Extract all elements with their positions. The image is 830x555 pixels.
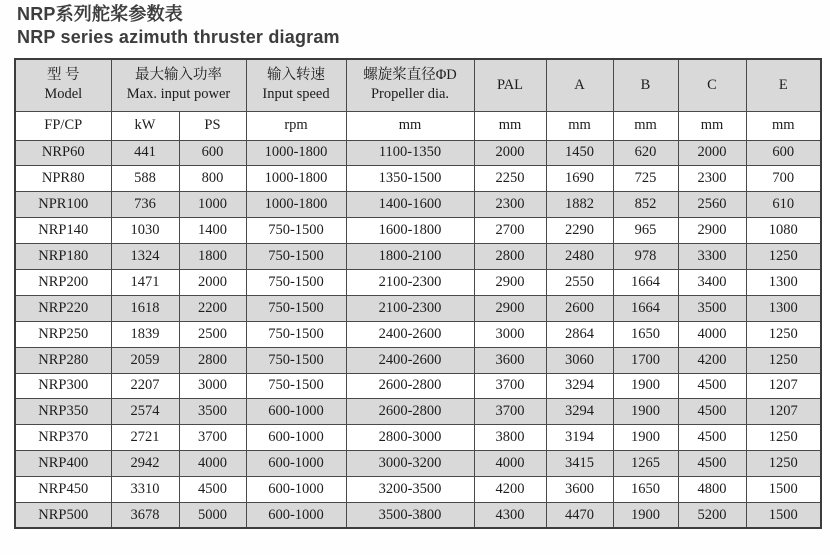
kw-cell: 1618 (111, 295, 179, 321)
a-cell: 2290 (546, 218, 613, 244)
header-row (15, 59, 821, 111)
rpm-cell: 600-1000 (246, 477, 346, 503)
a-cell: 2480 (546, 244, 613, 270)
kw-cell: 3310 (111, 477, 179, 503)
table-row (15, 269, 821, 295)
col-header-power-zh: 最大输入功率 (135, 67, 222, 84)
rpm-cell: 750-1500 (246, 269, 346, 295)
rpm-cell: 600-1000 (246, 425, 346, 451)
table-row (15, 166, 821, 192)
ps-cell: 3000 (179, 373, 246, 399)
e-cell: 1250 (746, 347, 821, 373)
a-cell: 1450 (546, 140, 613, 166)
pal-cell: 3800 (474, 425, 546, 451)
pal-cell: 2800 (474, 244, 546, 270)
rpm-cell: 600-1000 (246, 502, 346, 528)
c-cell: 4200 (678, 347, 746, 373)
model-cell: NRP180 (15, 244, 111, 270)
a-cell: 2864 (546, 321, 613, 347)
rpm-cell: 750-1500 (246, 218, 346, 244)
ps-cell: 4500 (179, 477, 246, 503)
model-cell: NRP500 (15, 502, 111, 528)
table-row (15, 425, 821, 451)
e-cell: 1500 (746, 477, 821, 503)
e-cell: 1300 (746, 269, 821, 295)
ps-cell: 1800 (179, 244, 246, 270)
rpm-cell: 750-1500 (246, 347, 346, 373)
page-titles (0, 0, 830, 49)
model-cell: NRP140 (15, 218, 111, 244)
model-cell: NRP370 (15, 425, 111, 451)
model-cell: NPR100 (15, 192, 111, 218)
model-cell: NRP250 (15, 321, 111, 347)
e-cell: 1300 (746, 295, 821, 321)
col-header-a: A (546, 59, 613, 111)
col-header-e: E (746, 59, 821, 111)
ps-cell: 1000 (179, 192, 246, 218)
table-body (15, 140, 821, 528)
pal-cell: 2900 (474, 269, 546, 295)
b-cell: 1265 (613, 451, 678, 477)
pal-cell: 2700 (474, 218, 546, 244)
b-cell: 1664 (613, 295, 678, 321)
rpm-cell: 1000-1800 (246, 192, 346, 218)
kw-cell: 2942 (111, 451, 179, 477)
table-row (15, 321, 821, 347)
e-cell: 610 (746, 192, 821, 218)
col-header-model (15, 59, 111, 111)
kw-cell: 1839 (111, 321, 179, 347)
unit-c-mm: mm (678, 111, 746, 140)
model-cell: NRP350 (15, 399, 111, 425)
col-header-propeller-dia (346, 59, 474, 111)
col-header-power-en: Max. input power (126, 86, 231, 103)
col-header-prop-en: Propeller dia. (370, 86, 450, 103)
pal-cell: 4300 (474, 502, 546, 528)
propeller-dia-cell: 2600-2800 (346, 399, 474, 425)
propeller-dia-cell: 1350-1500 (346, 166, 474, 192)
propeller-dia-cell: 1800-2100 (346, 244, 474, 270)
a-cell: 3294 (546, 399, 613, 425)
propeller-dia-cell: 1400-1600 (346, 192, 474, 218)
model-cell: NRP220 (15, 295, 111, 321)
table-row (15, 502, 821, 528)
unit-ps: PS (179, 111, 246, 140)
a-cell: 3600 (546, 477, 613, 503)
page-title-zh: NRP系列舵桨参数表 (17, 4, 184, 24)
e-cell: 1500 (746, 502, 821, 528)
a-cell: 3060 (546, 347, 613, 373)
propeller-dia-cell: 2400-2600 (346, 321, 474, 347)
e-cell: 1207 (746, 399, 821, 425)
pal-cell: 3700 (474, 399, 546, 425)
e-cell: 1080 (746, 218, 821, 244)
kw-cell: 2574 (111, 399, 179, 425)
pal-cell: 3600 (474, 347, 546, 373)
unit-model: FP/CP (15, 111, 111, 140)
b-cell: 1900 (613, 373, 678, 399)
kw-cell: 1471 (111, 269, 179, 295)
rpm-cell: 1000-1800 (246, 140, 346, 166)
propeller-dia-cell: 3000-3200 (346, 451, 474, 477)
col-header-speed-zh: 输入转速 (267, 67, 325, 84)
c-cell: 4500 (678, 373, 746, 399)
e-cell: 1250 (746, 244, 821, 270)
col-header-prop-zh: 螺旋桨直径ΦD (363, 67, 457, 84)
c-cell: 2900 (678, 218, 746, 244)
model-cell: NRP60 (15, 140, 111, 166)
table-row (15, 399, 821, 425)
b-cell: 1664 (613, 269, 678, 295)
model-cell: NRP280 (15, 347, 111, 373)
table-row (15, 451, 821, 477)
b-cell: 965 (613, 218, 678, 244)
ps-cell: 3700 (179, 425, 246, 451)
e-cell: 1250 (746, 321, 821, 347)
table-row (15, 218, 821, 244)
ps-cell: 2500 (179, 321, 246, 347)
unit-pal-mm: mm (474, 111, 546, 140)
kw-cell: 3678 (111, 502, 179, 528)
ps-cell: 3500 (179, 399, 246, 425)
propeller-dia-cell: 3500-3800 (346, 502, 474, 528)
model-cell: NRP200 (15, 269, 111, 295)
col-header-c: C (678, 59, 746, 111)
model-cell: NRP450 (15, 477, 111, 503)
col-header-speed-en: Input speed (262, 86, 330, 103)
a-cell: 3294 (546, 373, 613, 399)
table-row (15, 477, 821, 503)
kw-cell: 736 (111, 192, 179, 218)
b-cell: 620 (613, 140, 678, 166)
unit-a-mm: mm (546, 111, 613, 140)
c-cell: 4500 (678, 451, 746, 477)
model-cell: NRP400 (15, 451, 111, 477)
pal-cell: 2300 (474, 192, 546, 218)
c-cell: 4000 (678, 321, 746, 347)
e-cell: 1250 (746, 425, 821, 451)
ps-cell: 2200 (179, 295, 246, 321)
ps-cell: 4000 (179, 451, 246, 477)
model-cell: NRP300 (15, 373, 111, 399)
pal-cell: 3000 (474, 321, 546, 347)
b-cell: 1900 (613, 399, 678, 425)
pal-cell: 3700 (474, 373, 546, 399)
model-cell: NPR80 (15, 166, 111, 192)
pal-cell: 4000 (474, 451, 546, 477)
ps-cell: 1400 (179, 218, 246, 244)
e-cell: 600 (746, 140, 821, 166)
col-header-model-en: Model (44, 86, 83, 103)
rpm-cell: 750-1500 (246, 244, 346, 270)
table-head (15, 59, 821, 140)
a-cell: 2600 (546, 295, 613, 321)
kw-cell: 1324 (111, 244, 179, 270)
a-cell: 2550 (546, 269, 613, 295)
table-row (15, 295, 821, 321)
unit-b-mm: mm (613, 111, 678, 140)
b-cell: 978 (613, 244, 678, 270)
c-cell: 2000 (678, 140, 746, 166)
propeller-dia-cell: 2100-2300 (346, 269, 474, 295)
table-row (15, 347, 821, 373)
rpm-cell: 1000-1800 (246, 166, 346, 192)
propeller-dia-cell: 2800-3000 (346, 425, 474, 451)
kw-cell: 2207 (111, 373, 179, 399)
propeller-dia-cell: 2400-2600 (346, 347, 474, 373)
propeller-dia-cell: 2100-2300 (346, 295, 474, 321)
c-cell: 5200 (678, 502, 746, 528)
b-cell: 1650 (613, 321, 678, 347)
a-cell: 3415 (546, 451, 613, 477)
b-cell: 1650 (613, 477, 678, 503)
kw-cell: 1030 (111, 218, 179, 244)
c-cell: 4500 (678, 399, 746, 425)
pal-cell: 2250 (474, 166, 546, 192)
c-cell: 3300 (678, 244, 746, 270)
table-row (15, 140, 821, 166)
page-title-en: NRP series azimuth thruster diagram (17, 27, 340, 47)
kw-cell: 441 (111, 140, 179, 166)
b-cell: 1700 (613, 347, 678, 373)
c-cell: 4500 (678, 425, 746, 451)
propeller-dia-cell: 1600-1800 (346, 218, 474, 244)
kw-cell: 2721 (111, 425, 179, 451)
thruster-parameter-table (14, 58, 822, 529)
units-row (15, 111, 821, 140)
propeller-dia-cell: 3200-3500 (346, 477, 474, 503)
col-header-max-input-power (111, 59, 246, 111)
pal-cell: 2900 (474, 295, 546, 321)
unit-rpm: rpm (246, 111, 346, 140)
e-cell: 700 (746, 166, 821, 192)
propeller-dia-cell: 1100-1350 (346, 140, 474, 166)
table-row (15, 192, 821, 218)
b-cell: 1900 (613, 425, 678, 451)
col-header-pal: PAL (474, 59, 546, 111)
ps-cell: 2000 (179, 269, 246, 295)
rpm-cell: 750-1500 (246, 373, 346, 399)
col-header-b: B (613, 59, 678, 111)
kw-cell: 2059 (111, 347, 179, 373)
table-row (15, 244, 821, 270)
a-cell: 1690 (546, 166, 613, 192)
ps-cell: 5000 (179, 502, 246, 528)
unit-e-mm: mm (746, 111, 821, 140)
unit-propeller-mm: mm (346, 111, 474, 140)
c-cell: 2560 (678, 192, 746, 218)
pal-cell: 4200 (474, 477, 546, 503)
e-cell: 1207 (746, 373, 821, 399)
b-cell: 852 (613, 192, 678, 218)
a-cell: 3194 (546, 425, 613, 451)
propeller-dia-cell: 2600-2800 (346, 373, 474, 399)
ps-cell: 800 (179, 166, 246, 192)
rpm-cell: 750-1500 (246, 321, 346, 347)
col-header-model-zh: 型 号 (46, 67, 80, 84)
kw-cell: 588 (111, 166, 179, 192)
c-cell: 3500 (678, 295, 746, 321)
ps-cell: 600 (179, 140, 246, 166)
c-cell: 2300 (678, 166, 746, 192)
b-cell: 725 (613, 166, 678, 192)
ps-cell: 2800 (179, 347, 246, 373)
pal-cell: 2000 (474, 140, 546, 166)
e-cell: 1250 (746, 451, 821, 477)
a-cell: 4470 (546, 502, 613, 528)
table-row (15, 373, 821, 399)
rpm-cell: 750-1500 (246, 295, 346, 321)
b-cell: 1900 (613, 502, 678, 528)
col-header-input-speed (246, 59, 346, 111)
rpm-cell: 600-1000 (246, 399, 346, 425)
c-cell: 3400 (678, 269, 746, 295)
a-cell: 1882 (546, 192, 613, 218)
rpm-cell: 600-1000 (246, 451, 346, 477)
unit-kw: kW (111, 111, 179, 140)
c-cell: 4800 (678, 477, 746, 503)
